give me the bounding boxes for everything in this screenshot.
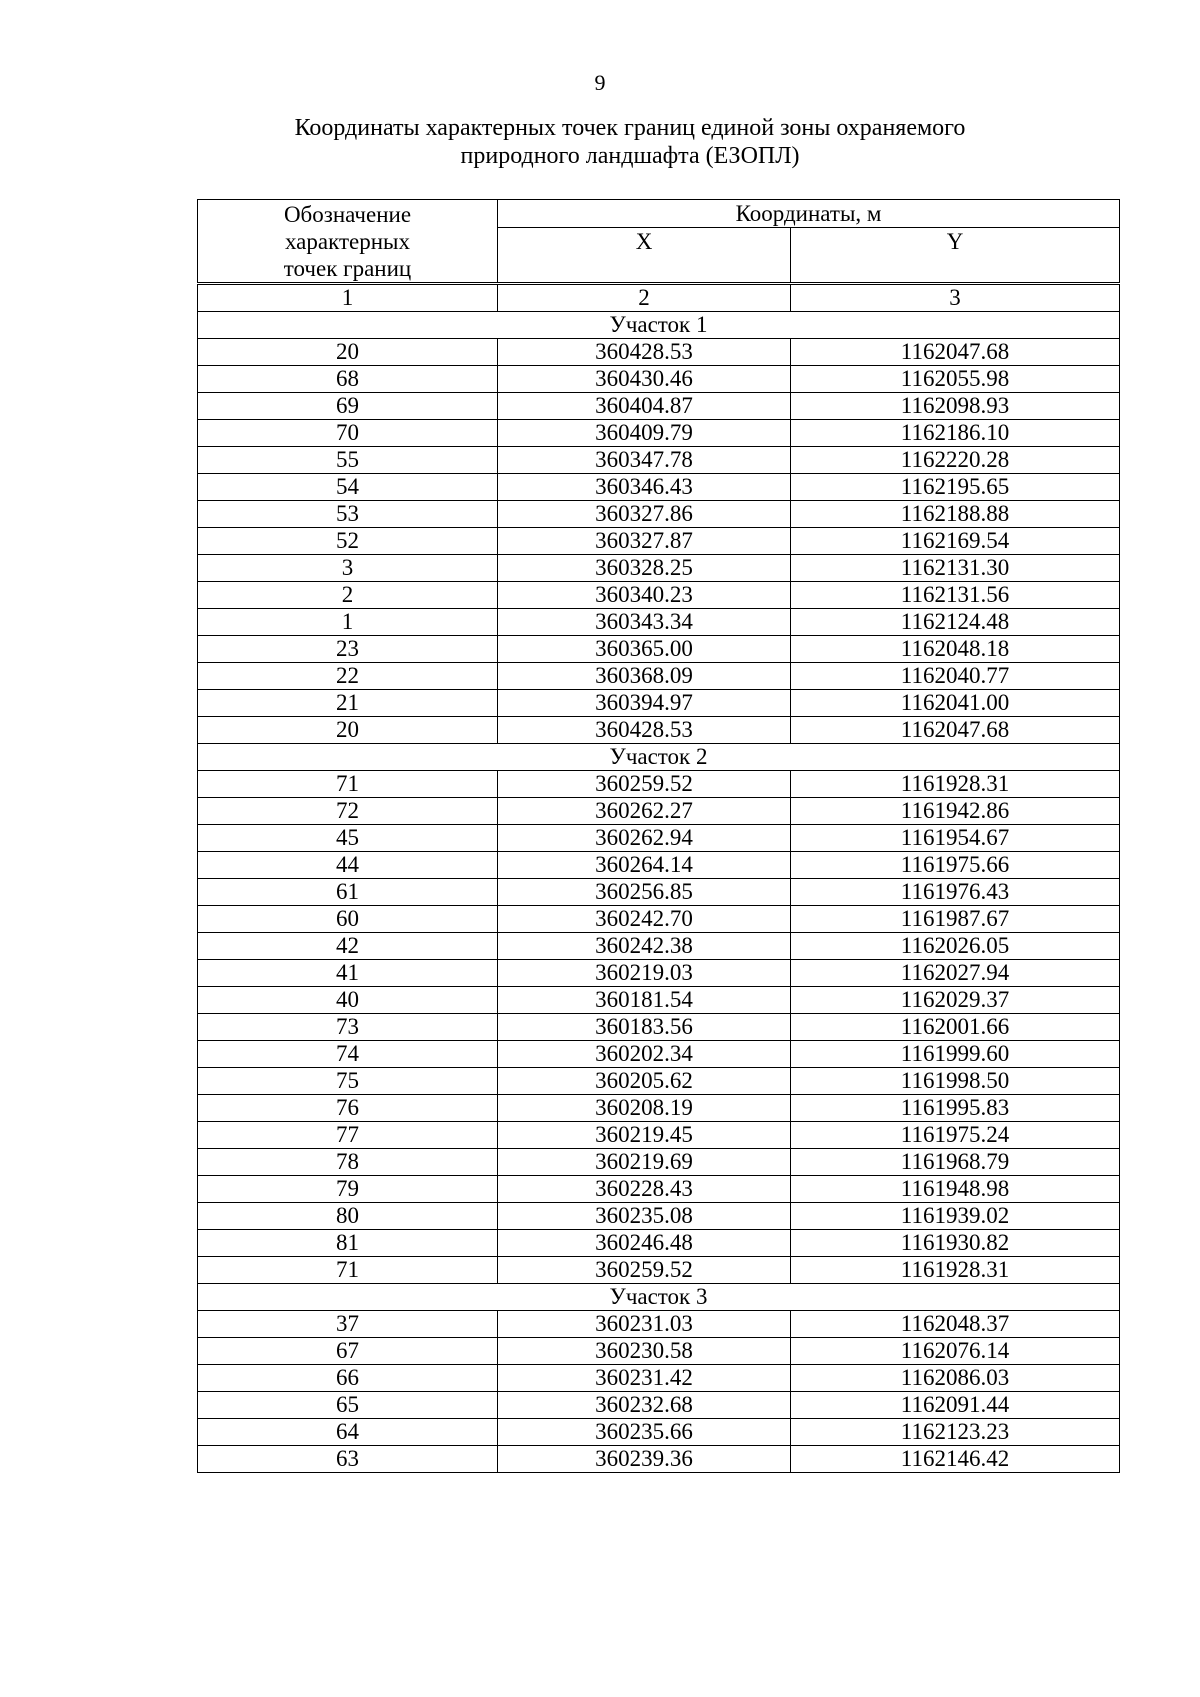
table-row: [198, 690, 1120, 717]
point-id-cell: 2: [198, 582, 498, 609]
y-coordinate-cell: 1161975.66: [791, 852, 1120, 879]
y-coordinate-cell: 1161987.67: [791, 906, 1120, 933]
header-point-designation-line: характерных: [284, 228, 410, 254]
x-coordinate-cell: 360242.38: [498, 933, 791, 960]
point-id-cell: 67: [198, 1338, 498, 1365]
point-id-cell: 71: [198, 771, 498, 798]
y-coordinate-cell: 1161999.60: [791, 1041, 1120, 1068]
point-id-cell: 55: [198, 447, 498, 474]
table-row: [198, 528, 1120, 555]
y-coordinate-cell: 1162131.56: [791, 582, 1120, 609]
x-coordinate-cell: 360239.36: [498, 1446, 791, 1473]
point-id-cell: 44: [198, 852, 498, 879]
header-point-designation-line: точек границ: [283, 255, 412, 281]
document-title-line: природного ландшафта (ЕЗОПЛ): [460, 143, 800, 169]
table-row: [198, 1338, 1120, 1365]
header-y: Y: [791, 228, 1120, 284]
point-id-cell: 76: [198, 1095, 498, 1122]
y-coordinate-cell: 1162048.18: [791, 636, 1120, 663]
point-id-cell: 23: [198, 636, 498, 663]
section-row: [198, 744, 1120, 771]
y-coordinate-cell: 1162146.42: [791, 1446, 1120, 1473]
y-coordinate-cell: 1162098.93: [791, 393, 1120, 420]
section-row: [198, 1284, 1120, 1311]
y-coordinate-cell: 1162047.68: [791, 339, 1120, 366]
x-coordinate-cell: 360394.97: [498, 690, 791, 717]
point-id-cell: 3: [198, 555, 498, 582]
table-row: [198, 771, 1120, 798]
x-coordinate-cell: 360231.42: [498, 1365, 791, 1392]
table-row: [198, 420, 1120, 447]
y-coordinate-cell: 1162027.94: [791, 960, 1120, 987]
x-coordinate-cell: 360230.58: [498, 1338, 791, 1365]
point-id-cell: 68: [198, 366, 498, 393]
point-id-cell: 60: [198, 906, 498, 933]
x-coordinate-cell: 360235.66: [498, 1419, 791, 1446]
x-coordinate-cell: 360365.00: [498, 636, 791, 663]
column-numbers-row: [198, 284, 1120, 312]
header-point-designation-line: Обозначение: [283, 201, 412, 227]
y-coordinate-cell: 1161976.43: [791, 879, 1120, 906]
x-coordinate-cell: 360232.68: [498, 1392, 791, 1419]
point-id-cell: 22: [198, 663, 498, 690]
table-row: [198, 879, 1120, 906]
x-coordinate-cell: 360262.27: [498, 798, 791, 825]
y-coordinate-cell: 1162026.05: [791, 933, 1120, 960]
y-coordinate-cell: 1162055.98: [791, 366, 1120, 393]
table-row: [198, 501, 1120, 528]
table-row: [198, 555, 1120, 582]
table-row: [198, 825, 1120, 852]
point-id-cell: 74: [198, 1041, 498, 1068]
table-header-row: [198, 200, 1120, 228]
point-id-cell: 71: [198, 1257, 498, 1284]
y-coordinate-cell: 1162047.68: [791, 717, 1120, 744]
section-title: Участок 3: [198, 1284, 1120, 1311]
header-coordinates: Координаты, м: [498, 200, 1120, 228]
page-number: 9: [594, 70, 606, 95]
x-coordinate-cell: 360219.45: [498, 1122, 791, 1149]
table-row: [198, 798, 1120, 825]
table-row: [198, 1365, 1120, 1392]
header-point-designation: [198, 200, 498, 284]
table-row: [198, 636, 1120, 663]
table-row: [198, 447, 1120, 474]
header-x: X: [498, 228, 791, 284]
x-coordinate-cell: 360343.34: [498, 609, 791, 636]
table-row: [198, 1230, 1120, 1257]
table-row: [198, 960, 1120, 987]
table-row: [198, 582, 1120, 609]
point-id-cell: 72: [198, 798, 498, 825]
point-id-cell: 21: [198, 690, 498, 717]
point-id-cell: 53: [198, 501, 498, 528]
y-coordinate-cell: 1162169.54: [791, 528, 1120, 555]
x-coordinate-cell: 360219.69: [498, 1149, 791, 1176]
x-coordinate-cell: 360428.53: [498, 717, 791, 744]
document-title-line: Координаты характерных точек границ единой зоны охраняемого: [294, 115, 966, 141]
point-id-cell: 20: [198, 717, 498, 744]
y-coordinate-cell: 1161968.79: [791, 1149, 1120, 1176]
y-coordinate-cell: 1161928.31: [791, 771, 1120, 798]
point-id-cell: 40: [198, 987, 498, 1014]
y-coordinate-cell: 1162040.77: [791, 663, 1120, 690]
table-row: [198, 987, 1120, 1014]
x-coordinate-cell: 360409.79: [498, 420, 791, 447]
y-coordinate-cell: 1161998.50: [791, 1068, 1120, 1095]
table-row: [198, 1122, 1120, 1149]
point-id-cell: 79: [198, 1176, 498, 1203]
x-coordinate-cell: 360262.94: [498, 825, 791, 852]
point-id-cell: 54: [198, 474, 498, 501]
point-id-cell: 81: [198, 1230, 498, 1257]
section-title: Участок 2: [198, 744, 1120, 771]
y-coordinate-cell: 1162086.03: [791, 1365, 1120, 1392]
x-coordinate-cell: 360231.03: [498, 1311, 791, 1338]
table-row: [198, 1149, 1120, 1176]
point-id-cell: 77: [198, 1122, 498, 1149]
table-row: [198, 717, 1120, 744]
y-coordinate-cell: 1161954.67: [791, 825, 1120, 852]
point-id-cell: 61: [198, 879, 498, 906]
table-row: [198, 1095, 1120, 1122]
table-row: [198, 1041, 1120, 1068]
point-id-cell: 41: [198, 960, 498, 987]
document-title: [200, 114, 1060, 170]
x-coordinate-cell: 360202.34: [498, 1041, 791, 1068]
table-row: [198, 339, 1120, 366]
column-number: 3: [791, 284, 1120, 312]
y-coordinate-cell: 1162001.66: [791, 1014, 1120, 1041]
point-id-cell: 37: [198, 1311, 498, 1338]
y-coordinate-cell: 1161948.98: [791, 1176, 1120, 1203]
x-coordinate-cell: 360346.43: [498, 474, 791, 501]
section-title: Участок 1: [198, 312, 1120, 339]
table-row: [198, 1068, 1120, 1095]
x-coordinate-cell: 360259.52: [498, 1257, 791, 1284]
point-id-cell: 70: [198, 420, 498, 447]
x-coordinate-cell: 360340.23: [498, 582, 791, 609]
table-row: [198, 1446, 1120, 1473]
x-coordinate-cell: 360368.09: [498, 663, 791, 690]
table-row: [198, 1257, 1120, 1284]
x-coordinate-cell: 360259.52: [498, 771, 791, 798]
y-coordinate-cell: 1162195.65: [791, 474, 1120, 501]
section-row: [198, 312, 1120, 339]
x-coordinate-cell: 360328.25: [498, 555, 791, 582]
y-coordinate-cell: 1162220.28: [791, 447, 1120, 474]
x-coordinate-cell: 360228.43: [498, 1176, 791, 1203]
y-coordinate-cell: 1162041.00: [791, 690, 1120, 717]
y-coordinate-cell: 1162091.44: [791, 1392, 1120, 1419]
x-coordinate-cell: 360235.08: [498, 1203, 791, 1230]
table-row: [198, 933, 1120, 960]
x-coordinate-cell: 360181.54: [498, 987, 791, 1014]
table-row: [198, 663, 1120, 690]
x-coordinate-cell: 360430.46: [498, 366, 791, 393]
x-coordinate-cell: 360219.03: [498, 960, 791, 987]
x-coordinate-cell: 360256.85: [498, 879, 791, 906]
x-coordinate-cell: 360242.70: [498, 906, 791, 933]
point-id-cell: 65: [198, 1392, 498, 1419]
point-id-cell: 45: [198, 825, 498, 852]
y-coordinate-cell: 1162048.37: [791, 1311, 1120, 1338]
point-id-cell: 73: [198, 1014, 498, 1041]
x-coordinate-cell: 360428.53: [498, 339, 791, 366]
point-id-cell: 78: [198, 1149, 498, 1176]
x-coordinate-cell: 360327.86: [498, 501, 791, 528]
point-id-cell: 1: [198, 609, 498, 636]
y-coordinate-cell: 1162029.37: [791, 987, 1120, 1014]
point-id-cell: 52: [198, 528, 498, 555]
y-coordinate-cell: 1162076.14: [791, 1338, 1120, 1365]
table-row: [198, 852, 1120, 879]
table-row: [198, 474, 1120, 501]
point-id-cell: 69: [198, 393, 498, 420]
table-row: [198, 1311, 1120, 1338]
table-row: [198, 1203, 1120, 1230]
y-coordinate-cell: 1161942.86: [791, 798, 1120, 825]
y-coordinate-cell: 1161928.31: [791, 1257, 1120, 1284]
table-row: [198, 906, 1120, 933]
column-number: 2: [498, 284, 791, 312]
y-coordinate-cell: 1161930.82: [791, 1230, 1120, 1257]
y-coordinate-cell: 1161995.83: [791, 1095, 1120, 1122]
point-id-cell: 75: [198, 1068, 498, 1095]
table-row: [198, 393, 1120, 420]
x-coordinate-cell: 360264.14: [498, 852, 791, 879]
x-coordinate-cell: 360347.78: [498, 447, 791, 474]
y-coordinate-cell: 1162131.30: [791, 555, 1120, 582]
y-coordinate-cell: 1161939.02: [791, 1203, 1120, 1230]
y-coordinate-cell: 1162188.88: [791, 501, 1120, 528]
point-id-cell: 66: [198, 1365, 498, 1392]
table-row: [198, 1176, 1120, 1203]
table-row: [198, 366, 1120, 393]
x-coordinate-cell: 360327.87: [498, 528, 791, 555]
y-coordinate-cell: 1162123.23: [791, 1419, 1120, 1446]
y-coordinate-cell: 1162186.10: [791, 420, 1120, 447]
y-coordinate-cell: 1162124.48: [791, 609, 1120, 636]
point-id-cell: 20: [198, 339, 498, 366]
y-coordinate-cell: 1161975.24: [791, 1122, 1120, 1149]
table-row: [198, 1419, 1120, 1446]
table-row: [198, 1014, 1120, 1041]
x-coordinate-cell: 360183.56: [498, 1014, 791, 1041]
x-coordinate-cell: 360404.87: [498, 393, 791, 420]
point-id-cell: 42: [198, 933, 498, 960]
coordinates-table: [197, 199, 1120, 1473]
x-coordinate-cell: 360208.19: [498, 1095, 791, 1122]
point-id-cell: 64: [198, 1419, 498, 1446]
column-number: 1: [198, 284, 498, 312]
table-row: [198, 1392, 1120, 1419]
point-id-cell: 80: [198, 1203, 498, 1230]
x-coordinate-cell: 360205.62: [498, 1068, 791, 1095]
table-row: [198, 609, 1120, 636]
point-id-cell: 63: [198, 1446, 498, 1473]
x-coordinate-cell: 360246.48: [498, 1230, 791, 1257]
